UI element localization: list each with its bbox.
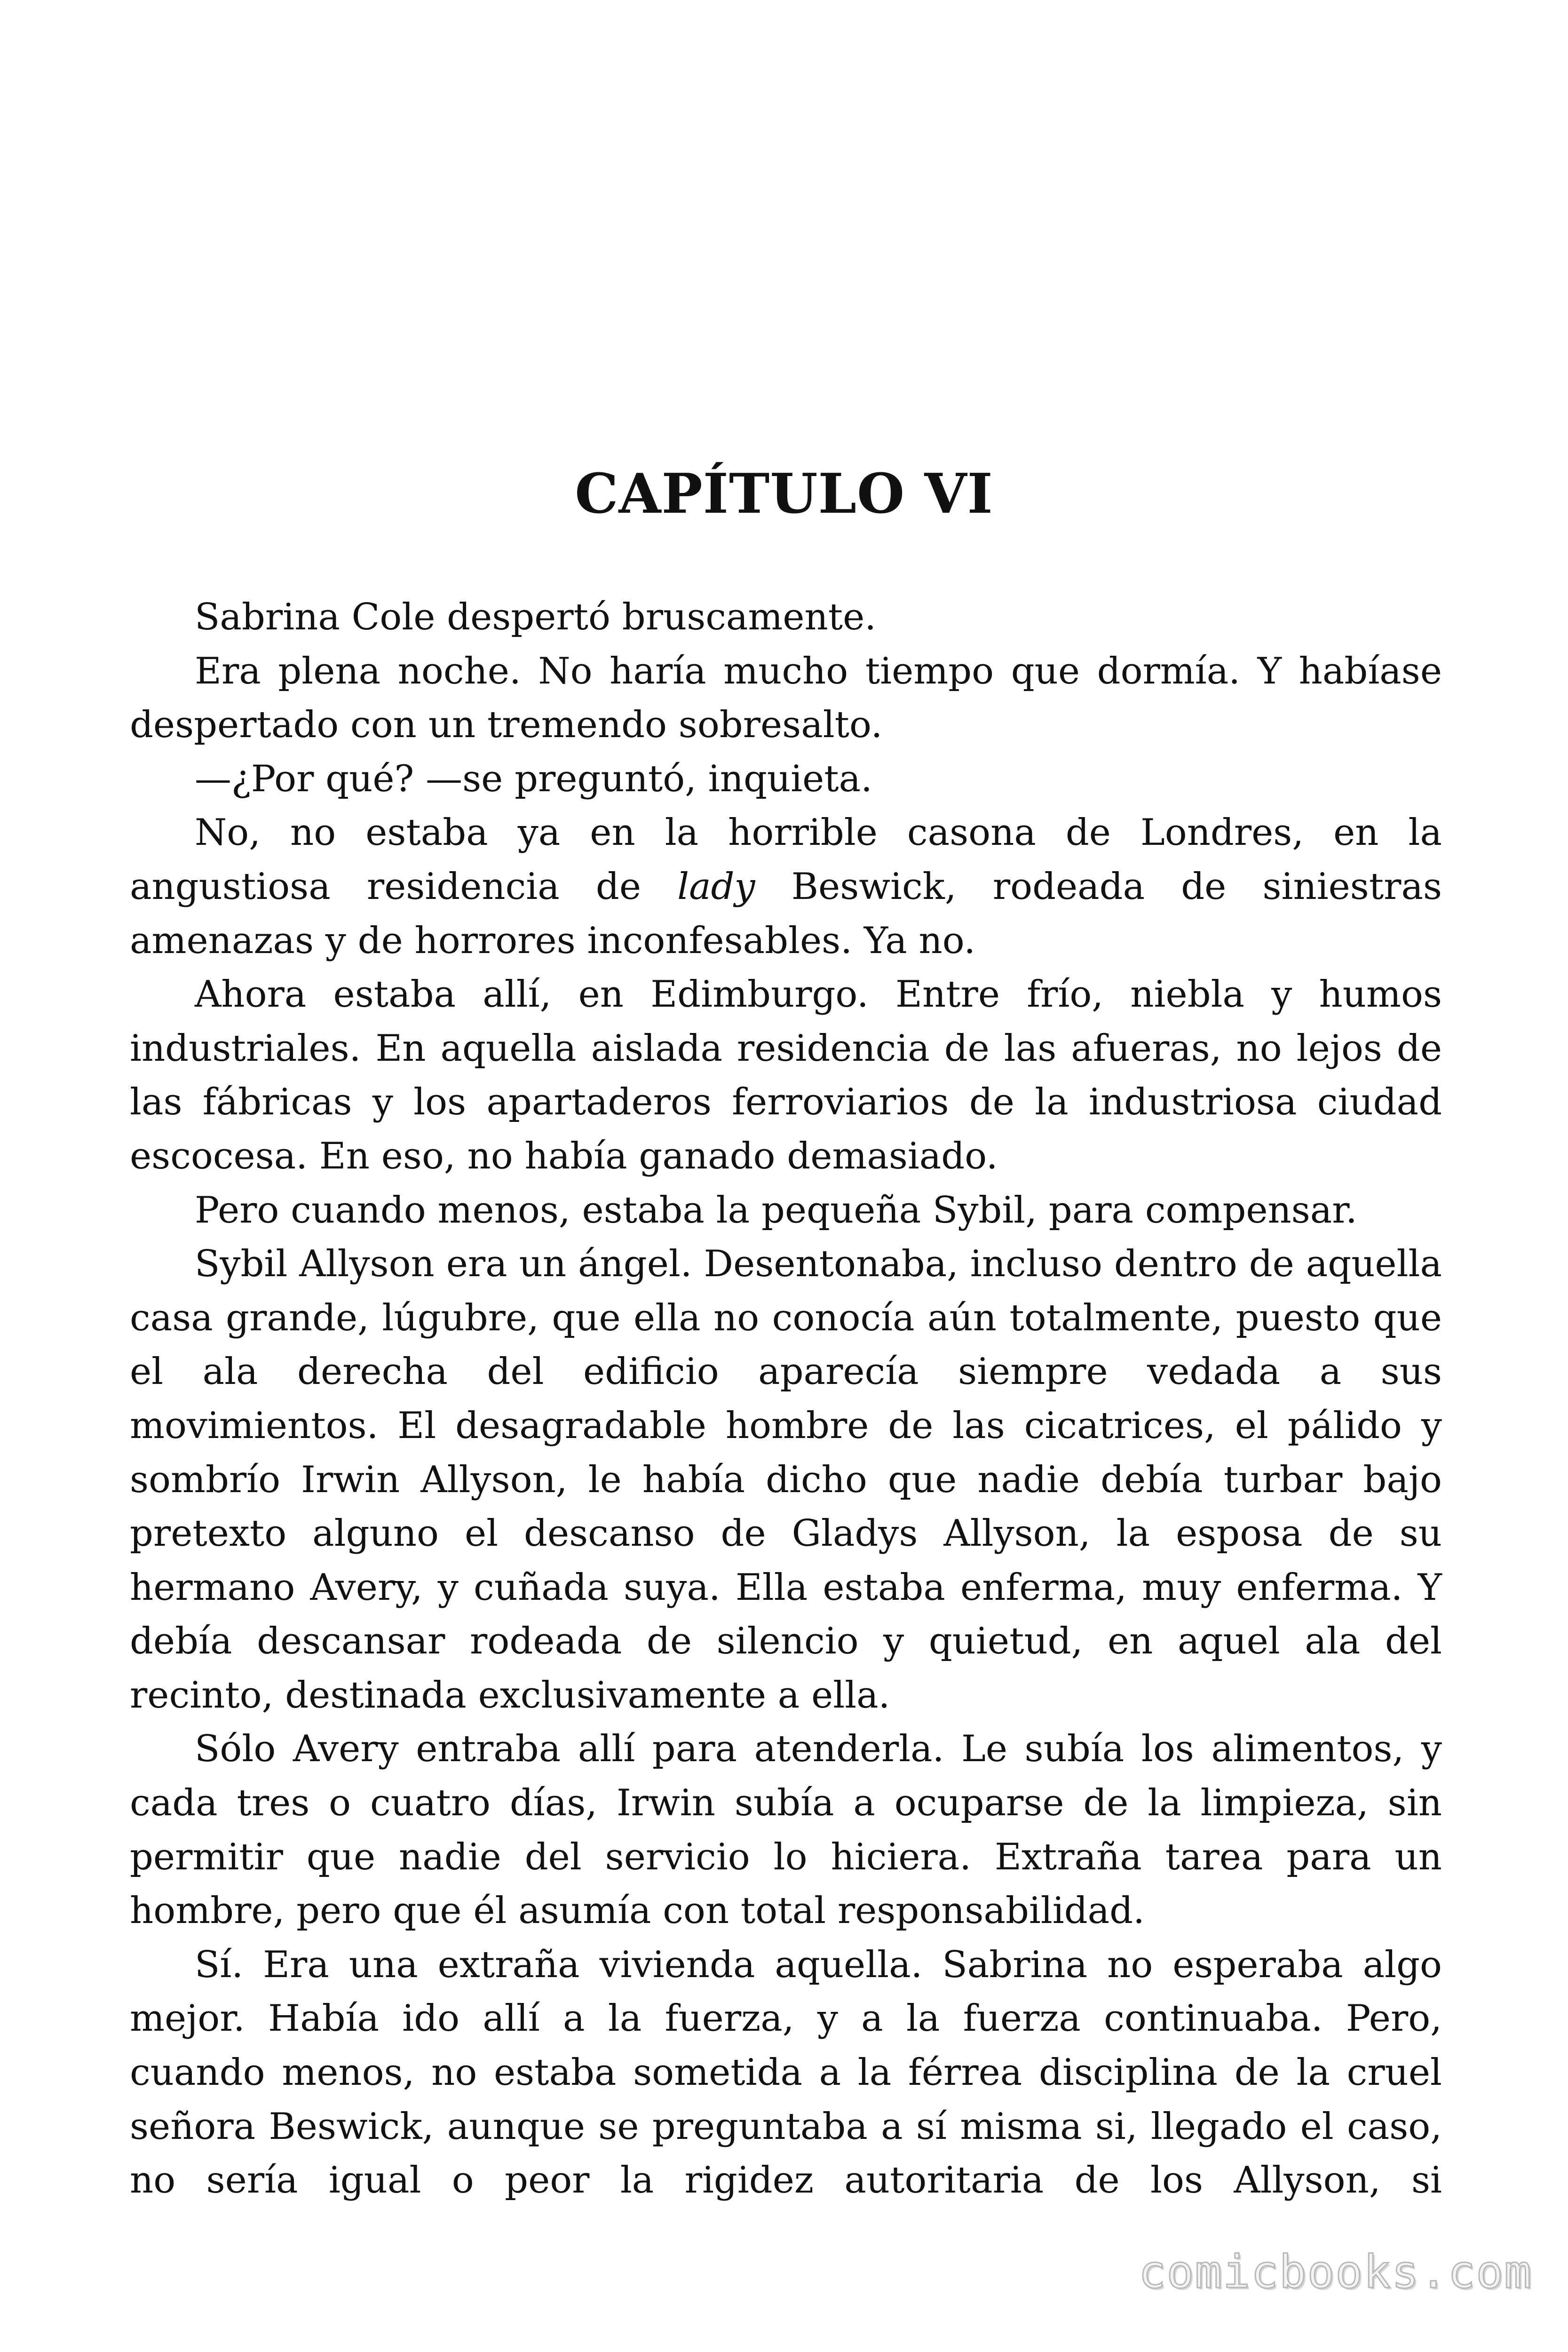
paragraph-4-text-after: Beswick, rodeada de siniestras amenazas y de horrores inconfesables. Ya no. [130,865,1442,962]
paragraph-2: Era plena noche. No haría mucho tiempo que dormía. Y habíase despertado con un tremendo sobresalto. [130,650,1442,747]
paragraph-8: Sólo Avery entraba allí para atenderla. Le subía los alimentos, y cada tres o cuatro días, Irwin subía a ocuparse de la limpieza, sin permitir que nadie del servicio lo hiciera. Extraña tarea para un hombre, pero que él asumía con total responsabilidad. [130,1728,1442,1932]
paragraph-3: —¿Por qué? —se preguntó, inquieta. [195,757,872,800]
watermark: comicbooks.com [1138,2246,1532,2298]
chapter-title: CAPÍTULO VI [575,462,993,526]
chapter-body [130,590,1442,2208]
paragraph-1: Sabrina Cole despertó bruscamente. [195,596,877,638]
paragraph-4-emphasis: lady [677,865,755,908]
paragraph-5: Ahora estaba allí, en Edimburgo. Entre frío, niebla y humos industriales. En aquella aislada residencia de las afueras, no lejos de las fábricas y los apartaderos ferroviarios de la industriosa ciudad escocesa. En eso, no había ganado demasiado. [130,973,1442,1177]
paragraph-9: Sí. Era una extraña vivienda aquella. Sabrina no esperaba algo mejor. Había ido allí a la fuerza, y a la fuerza continuaba. Pero, cuando menos, no estaba sometida a la férrea disciplina de la cruel señora Beswick, aunque se preguntaba a sí misma si, llegado el caso, no sería igual o peor la rigidez autoritaria de los Allyson, si [130,1943,1442,2202]
paragraph-4-text-before: No, no estaba ya en la horrible casona de Londres, en la angustiosa residencia de [130,811,1442,908]
paragraph-4 [130,806,1442,968]
paragraph-6: Pero cuando menos, estaba la pequeña Sybil, para compensar. [195,1189,1357,1232]
paragraph-7: Sybil Allyson era un ángel. Desentonaba, incluso dentro de aquella casa grande, lúgubre, que ella no conocía aún totalmente, puesto que el ala derecha del edificio aparecía siempre vedada a sus movimientos. El desagradable hombre de las cicatrices, el pálido y sombrío Irwin Allyson, le había dicho que nadie debía turbar bajo pretexto alguno el descanso de Gladys Allyson, la esposa de su hermano Avery, y cuñada suya. Ella estaba enferma, muy enferma. Y debía descansar rodeada de silencio y quietud, en aquel ala del recinto, destinada exclusivamente a ella. [130,1243,1442,1716]
